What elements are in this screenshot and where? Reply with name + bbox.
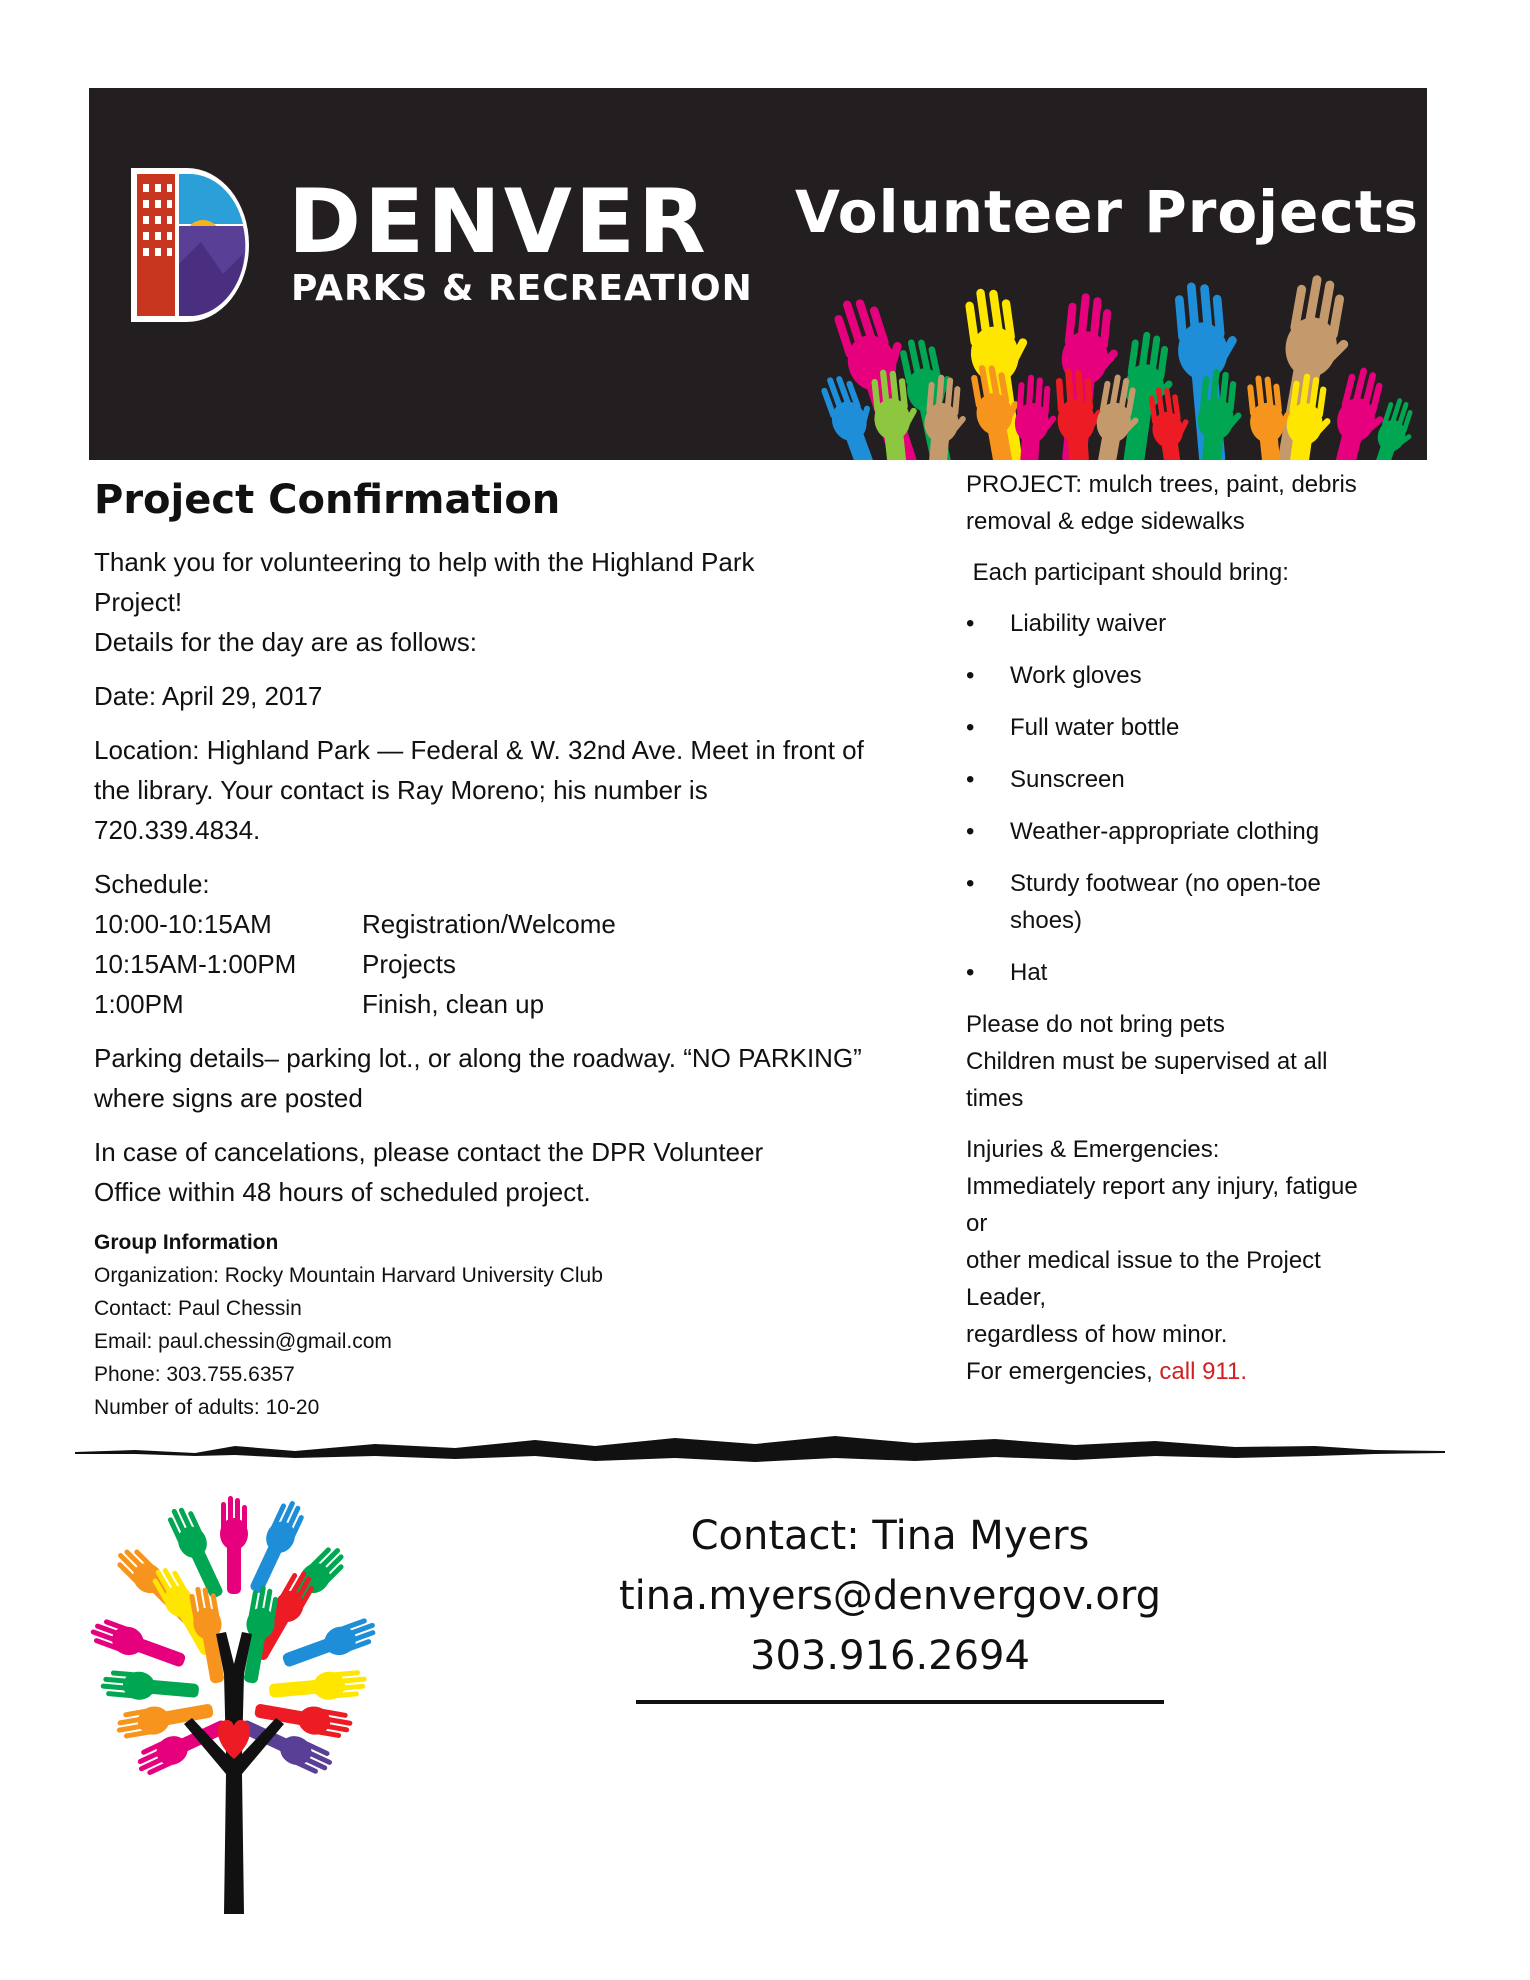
item-text: Weather-appropriate clothing — [1010, 818, 1320, 845]
list-item — [966, 865, 1406, 939]
injuries-text-3: other medical issue to the Project — [966, 1247, 1321, 1274]
injuries-text-2: or — [966, 1210, 988, 1237]
header-banner — [89, 88, 1427, 460]
injuries-text-4: Leader, — [966, 1284, 1047, 1311]
schedule-time: 1:00PM — [94, 989, 184, 1019]
pets-note: Please do not bring pets — [966, 1011, 1225, 1038]
contact-name: Contact: Tina Myers — [690, 1513, 1090, 1559]
injuries-text: Immediately report any injury, fatigue — [966, 1173, 1358, 1200]
footer-contact — [580, 1506, 1200, 1686]
bullet-icon: • — [966, 662, 975, 689]
group-contact: Contact: Paul Chessin — [94, 1297, 302, 1320]
children-note: Children must be supervised at all — [966, 1048, 1328, 1075]
schedule-row — [94, 984, 954, 1024]
emergency-note — [966, 1353, 1406, 1390]
parking-text: Parking details– parking lot., or along the roadway. “NO PARKING” — [94, 1043, 862, 1073]
schedule-label: Schedule: — [94, 869, 210, 899]
schedule-time: 10:00-10:15AM — [94, 909, 272, 939]
list-item — [966, 605, 1406, 642]
schedule-row — [94, 944, 954, 984]
location-text-2: the library. Your contact is Ray Moreno; his number is — [94, 775, 708, 805]
schedule-activity: Registration/Welcome — [362, 909, 616, 939]
emergency-prefix: For emergencies, — [966, 1358, 1160, 1385]
schedule-table — [94, 904, 954, 1024]
brand-name: DENVER — [288, 170, 709, 273]
group-information — [94, 1226, 954, 1424]
location-text: Location: Highland Park — Federal & W. 32nd Ave. Meet in front of — [94, 735, 864, 765]
injuries-text-5: regardless of how minor. — [966, 1321, 1228, 1348]
list-item — [966, 709, 1406, 746]
project-description-2: removal & edge sidewalks — [966, 508, 1245, 535]
list-item — [966, 761, 1406, 798]
cancel-text: In case of cancelations, please contact the DPR Volunteer — [94, 1137, 764, 1167]
bullet-icon: • — [966, 610, 975, 637]
list-item — [966, 954, 1406, 991]
emergency-suffix: . — [1240, 1358, 1248, 1385]
hands-tree-heart-icon — [74, 1474, 394, 1914]
children-note-2: times — [966, 1085, 1024, 1112]
item-text-cont: shoes) — [1010, 907, 1083, 934]
item-text: Sturdy footwear (no open-toe — [1010, 870, 1321, 897]
denver-d-logo-icon — [127, 164, 259, 326]
parking-text-2: where signs are posted — [94, 1083, 363, 1113]
schedule-time: 10:15AM-1:00PM — [94, 949, 297, 979]
schedule-row — [94, 904, 954, 944]
bullet-icon: • — [966, 714, 975, 741]
injuries-label: Injuries & Emergencies: — [966, 1136, 1220, 1163]
banner-title: Volunteer Projects — [795, 178, 1420, 246]
contact-email-link[interactable]: tina.myers@denvergov.org — [618, 1573, 1162, 1619]
bullet-icon: • — [966, 766, 975, 793]
contact-phone: 303.916.2694 — [750, 1633, 1030, 1679]
bring-intro: Each participant should bring: — [966, 559, 1289, 586]
bullet-icon: • — [966, 959, 975, 986]
event-date: Date: April 29, 2017 — [94, 681, 323, 711]
raised-hands-icon — [819, 253, 1419, 460]
thanks-text-cont: Project! — [94, 587, 183, 617]
schedule-activity: Projects — [362, 949, 456, 979]
contact-underline — [636, 1700, 1164, 1704]
bullet-icon: • — [966, 870, 975, 897]
group-email: Email: paul.chessin@gmail.com — [94, 1330, 392, 1353]
project-section — [966, 466, 1406, 1390]
bullet-icon: • — [966, 818, 975, 845]
emergency-call-link: call 911 — [1159, 1358, 1241, 1385]
item-text: Full water bottle — [1010, 714, 1180, 741]
schedule-activity: Finish, clean up — [362, 989, 545, 1019]
item-text: Liability waiver — [1010, 610, 1167, 637]
group-adults: Number of adults: 10-20 — [94, 1396, 320, 1419]
list-item — [966, 657, 1406, 694]
item-text: Sunscreen — [1010, 766, 1125, 793]
thanks-text: Thank you for volunteering to help with the Highland Park — [94, 547, 755, 577]
item-text: Hat — [1010, 959, 1048, 986]
brand-subtitle: PARKS & RECREATION — [291, 268, 753, 309]
cancel-text-2: Office within 48 hours of scheduled project. — [94, 1177, 591, 1207]
location-phone: 720.339.4834. — [94, 815, 261, 845]
group-info-title: Group Information — [94, 1231, 279, 1254]
brush-stroke-divider-icon — [75, 1434, 1445, 1464]
list-item — [966, 813, 1406, 850]
page-title: Project Confirmation — [94, 477, 561, 523]
bring-list — [966, 605, 1406, 991]
details-intro: Details for the day are as follows: — [94, 627, 477, 657]
confirmation-section — [94, 476, 954, 1424]
group-phone: Phone: 303.755.6357 — [94, 1363, 295, 1386]
item-text: Work gloves — [1010, 662, 1142, 689]
group-organization: Organization: Rocky Mountain Harvard University Club — [94, 1264, 603, 1287]
project-description: PROJECT: mulch trees, paint, debris — [966, 471, 1357, 498]
